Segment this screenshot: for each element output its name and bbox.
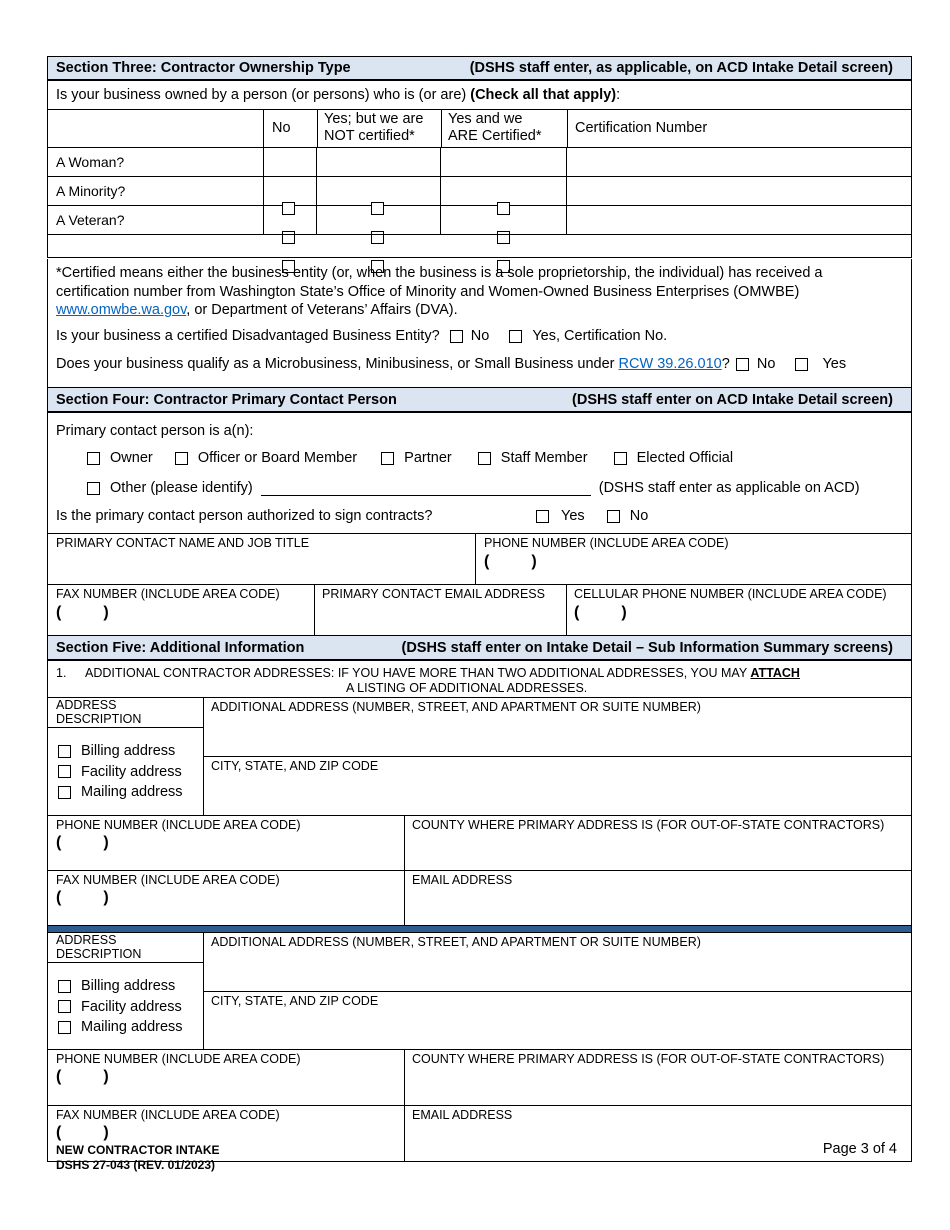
contact-prompt: Primary contact person is a(n): xyxy=(56,423,254,439)
ownership-table xyxy=(47,110,912,258)
address-1-fax-email: FAX NUMBER (INCLUDE AREA CODE) ( ) EMAIL ADDRESS xyxy=(47,871,912,926)
minority-not-certified-checkbox[interactable] xyxy=(371,231,384,244)
contact-fax-label: FAX NUMBER (INCLUDE AREA CODE) xyxy=(56,587,280,601)
billing-address-checkbox[interactable] xyxy=(58,980,71,993)
address-2-fax-email: FAX NUMBER (INCLUDE AREA CODE) ( ) EMAIL ADDRESS xyxy=(47,1106,912,1162)
address-block-2: ADDRESS DESCRIPTION Billing address Facility address Mailing address ADDITIONAL ADDRESS (NUMBER, STREET, AND APARTMENT OR SUITE NUMBER) CITY, STATE, AND ZIP CODE xyxy=(47,932,912,1050)
section-five-header xyxy=(47,636,912,660)
section-three-title: Section Three: Contractor Ownership Type xyxy=(56,60,351,76)
micro-yes-checkbox[interactable] xyxy=(795,358,808,371)
auth-yes-checkbox[interactable] xyxy=(536,510,549,523)
address-1-fax-field[interactable]: ( ) xyxy=(56,889,109,906)
footer-form-number: DSHS 27-043 (REV. 01/2023) xyxy=(56,1158,215,1172)
footnote-line2: certification number from Washington State’s Office of Minority and Women-Owned Business Enterprises (OMWBE) xyxy=(56,283,800,300)
form-page xyxy=(47,56,912,1162)
omwbe-link[interactable]: www.omwbe.wa.gov xyxy=(56,302,187,318)
address-1-phone-field[interactable]: ( ) xyxy=(56,834,109,851)
auth-question-row: Is the primary contact person authorized to sign contracts? xyxy=(56,508,433,524)
row-label: A Woman? xyxy=(56,154,125,170)
partner-checkbox[interactable] xyxy=(381,452,394,465)
section-three-header xyxy=(47,56,912,80)
section-five-title: Section Five: Additional Information xyxy=(56,639,305,656)
rcw-link[interactable]: RCW 39.26.010 xyxy=(618,356,722,372)
section-four-note: (DSHS staff enter on ACD Intake Detail screen) xyxy=(572,391,893,408)
contact-name-label: PRIMARY CONTACT NAME AND JOB TITLE xyxy=(56,536,310,550)
micro-no-checkbox[interactable] xyxy=(736,358,749,371)
officer-checkbox[interactable] xyxy=(175,452,188,465)
billing-address-checkbox[interactable] xyxy=(58,745,71,758)
primary-contact-type: Primary contact person is a(n): Owner Officer or Board Member Partner Staff Member Elected Official Other (please identify) (DSHS staff enter as applicable on ACD) Is the primary contact person authorized to sign contracts? Yes No xyxy=(47,412,912,534)
contact-cell-field[interactable]: ( ) xyxy=(574,604,627,621)
facility-address-checkbox[interactable] xyxy=(58,1000,71,1013)
col-no: No xyxy=(272,120,291,136)
mailing-address-checkbox[interactable] xyxy=(58,1021,71,1034)
certification-notes: *Certified means either the business entity (or, when the business is a sole proprietorship, the individual) has received a certification number from Washington State’s Office of Minority and Women-Owned Business Enterprises (OMWBE) www.omwbe.wa.gov, or Department of Veterans’ Affairs (DVA). Is your business a certified Disadvantaged Business Entity? No Yes, Certification No. Does your business qualify as a Microbusiness, Minibusiness, or Small Business under RCW 39.26.010? No Yes xyxy=(47,259,912,388)
section-four-header xyxy=(47,388,912,412)
city-label: CITY, STATE, AND ZIP CODE xyxy=(211,759,379,773)
contact-options: Owner Officer or Board Member Partner Staff Member Elected Official xyxy=(87,450,733,466)
woman-certified-checkbox[interactable] xyxy=(497,202,510,215)
ownership-row-minority xyxy=(48,176,911,206)
address-1-phone-county: PHONE NUMBER (INCLUDE AREA CODE) ( ) COUNTY WHERE PRIMARY ADDRESS IS (FOR OUT-OF-STATE CONTRACTORS) xyxy=(47,816,912,871)
contact-fax-email-cell-row xyxy=(47,585,912,636)
footer-form-name: NEW CONTRACTOR INTAKE xyxy=(56,1143,220,1157)
address-2-phone-field[interactable]: ( ) xyxy=(56,1068,109,1085)
footer-form-id xyxy=(56,1143,220,1173)
owner-checkbox[interactable] xyxy=(87,452,100,465)
auth-no-checkbox[interactable] xyxy=(607,510,620,523)
additional-addresses-note: 1. ADDITIONAL CONTRACTOR ADDRESSES: IF YOU HAVE MORE THAN TWO ADDITIONAL ADDRESSES, YOU MAY ATTACH A LISTING OF ADDITIONAL ADDRESSES. xyxy=(47,660,912,698)
contact-phone-label: PHONE NUMBER (INCLUDE AREA CODE) xyxy=(484,536,729,550)
dbe-yes-checkbox[interactable] xyxy=(509,330,522,343)
city-label: CITY, STATE, AND ZIP CODE xyxy=(211,994,379,1008)
additional-address-label: ADDITIONAL ADDRESS (NUMBER, STREET, AND APARTMENT OR SUITE NUMBER) xyxy=(211,935,701,949)
other-row: Other (please identify) (DSHS staff enter as applicable on ACD) xyxy=(87,480,860,496)
other-checkbox[interactable] xyxy=(87,482,100,495)
col-not-certified-line1: Yes; but we are xyxy=(324,111,424,127)
ownership-row-veteran xyxy=(48,205,911,235)
dbe-no-checkbox[interactable] xyxy=(450,330,463,343)
ownership-row-woman xyxy=(48,147,911,177)
col-certified-line1: Yes and we xyxy=(448,111,523,127)
contact-fax-field[interactable]: ( ) xyxy=(56,604,109,621)
other-identify-field[interactable] xyxy=(261,481,591,496)
dbe-question: Is your business a certified Disadvantaged Business Entity? xyxy=(56,328,440,344)
contact-email-label: PRIMARY CONTACT EMAIL ADDRESS xyxy=(322,587,545,601)
section-three-note: (DSHS staff enter, as applicable, on ACD Intake Detail screen) xyxy=(469,60,893,76)
address-2-phone-county: PHONE NUMBER (INCLUDE AREA CODE) ( ) COUNTY WHERE PRIMARY ADDRESS IS (FOR OUT-OF-STATE CONTRACTORS) xyxy=(47,1050,912,1106)
footnote-line1: *Certified means either the business entity (or, when the business is a sole proprietorship, the individual) has received a xyxy=(56,265,823,281)
contact-cell-label: CELLULAR PHONE NUMBER (INCLUDE AREA CODE) xyxy=(574,587,887,601)
woman-not-certified-checkbox[interactable] xyxy=(371,202,384,215)
minority-certified-checkbox[interactable] xyxy=(497,231,510,244)
ownership-question: Is your business owned by a person (or persons) who is (or are) (Check all that apply): xyxy=(47,80,912,110)
page-number: Page 3 of 4 xyxy=(822,1141,897,1157)
contact-phone-field[interactable]: ( ) xyxy=(484,553,537,570)
row-label: A Veteran? xyxy=(56,212,125,228)
elected-official-checkbox[interactable] xyxy=(614,452,627,465)
additional-address-label: ADDITIONAL ADDRESS (NUMBER, STREET, AND APARTMENT OR SUITE NUMBER) xyxy=(211,700,701,714)
section-five-note: (DSHS staff enter on Intake Detail – Sub Information Summary screens) xyxy=(401,639,893,656)
col-certified-line2: ARE Certified* xyxy=(448,128,542,144)
dbe-question-row: Is your business a certified Disadvantaged Business Entity? No Yes, Certification No. xyxy=(56,328,668,344)
row-label: A Minority? xyxy=(56,183,126,199)
address-2-fax-field[interactable]: ( ) xyxy=(56,1124,109,1141)
woman-no-checkbox[interactable] xyxy=(282,202,295,215)
section-four-title: Section Four: Contractor Primary Contact Person xyxy=(56,391,397,408)
address-block-1: ADDRESS DESCRIPTION Billing address Facility address Mailing address ADDITIONAL ADDRESS (NUMBER, STREET, AND APARTMENT OR SUITE NUMBER) CITY, STATE, AND ZIP CODE xyxy=(47,698,912,816)
mailing-address-checkbox[interactable] xyxy=(58,786,71,799)
micro-question: Does your business qualify as a Microbusiness, Minibusiness, or Small Business under xyxy=(56,356,619,372)
micro-question-row: Does your business qualify as a Microbusiness, Minibusiness, or Small Business under RCW 39.26.010? No Yes xyxy=(56,356,847,372)
facility-address-checkbox[interactable] xyxy=(58,765,71,778)
contact-name-phone-row xyxy=(47,534,912,585)
col-not-certified-line2: NOT certified* xyxy=(324,128,415,144)
minority-no-checkbox[interactable] xyxy=(282,231,295,244)
col-cert-number: Certification Number xyxy=(575,120,708,136)
staff-member-checkbox[interactable] xyxy=(478,452,491,465)
